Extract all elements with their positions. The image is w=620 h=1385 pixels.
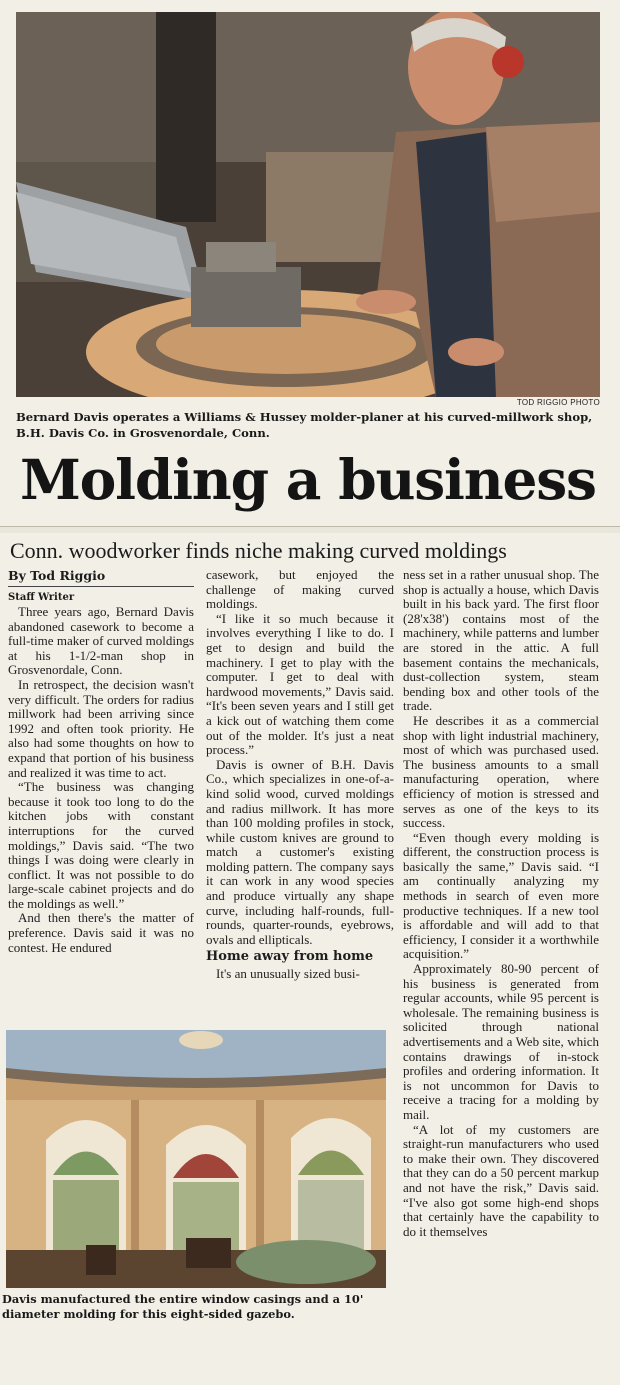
paragraph: It's an unusually sized busi-: [216, 966, 360, 982]
article-column-2: [206, 568, 394, 982]
paragraph: casework, but enjoyed the challenge of making curved moldings.: [206, 567, 394, 612]
byline: By Tod Riggio: [8, 568, 194, 587]
paragraph: He describes it as a commercial shop with light industrial machinery, most of which was purchased used. The business amounts to a small manufacturing operation, where efficiency of motion is stressed and serves as one of the keys to its success.: [403, 712, 599, 831]
woodworker-photo: [16, 12, 600, 397]
gazebo-caption: Davis manufactured the entire window casings and a 10' diameter molding for this eight-sided gazebo.: [2, 1292, 364, 1321]
paragraph: In retrospect, the decision wasn't very difficult. The orders for radius millwork had been arriving since 1992 and often took priority. He also had some thoughts on how to expand that portion of his business and realized it was time to act.: [8, 676, 194, 780]
gazebo-photo-illustration: [6, 1030, 386, 1288]
paragraph: “The business was changing because it took too long to do the kitchen jobs with constant interruptions for the curved moldings,” Davis said. “The two things I was doing were clearly in conflict. It was not possible to do large-scale cabinet projects and do the moldings as well.”: [8, 779, 194, 911]
photo-caption: Bernard Davis operates a Williams & Hussey molder-planer at his curved-millwork shop, B.H. Davis Co. in Grosvenordale, Conn.: [16, 410, 593, 440]
paragraph: And then there's the matter of preference. Davis said it was no contest. He endured: [8, 910, 194, 955]
byline-block: [8, 568, 194, 606]
article-column-3: [403, 568, 599, 1239]
section-heading: Home away from home: [206, 949, 374, 965]
paragraph: “I like it so much because it involves everything I like to do. I get to design and build the machinery. I get to play with the computer. I get to deal with hardwood movements,” Davis said. “It's been seven years and I still get a kick out of watching them come out of the molder. It's just a neat process.”: [206, 610, 394, 758]
paragraph: Three years ago, Bernard Davis abandoned casework to become a full-time maker of curved moldings at his 1-1/2-man shop in Grosvenordale, Conn.: [8, 604, 194, 678]
paragraph: Davis is owner of B.H. Davis Co., which specializes in one-of-a-kind solid wood, curved moldings and radius millwork. It has more than 100 molding profiles in stock, while custom knives are ground to match a customer's existing molding pattern. The company says it can work in any wood species and produce virtually any shape curve, including half-rounds, full-rounds, quarter-rounds, eyebrows, ovals and ellipticals.: [206, 756, 394, 947]
byline-role: Staff Writer: [8, 592, 75, 603]
headline: Molding a business: [20, 447, 596, 512]
woodworker-photo-illustration: [16, 12, 600, 397]
paragraph: ness set in a rather unusual shop. The shop is actually a house, which Davis built in his back yard. The first floor (28'x38') contains most of the machinery, while patterns and lumber are stored in the attic. A full basement contains the mechanicals, dust-collection system, steam bending box and other tools of the trade.: [403, 567, 599, 714]
photo-credit: TOD RIGGIO PHOTO: [516, 398, 600, 407]
paragraph: Approximately 80-90 percent of his business is generated from regular accounts, while 95 percent is wholesale. The remaining business is solicited through national advertisements and a Web site, which contains drawings of in-stock profiles and ordering information. It is not uncommon for Davis to receive a tracing for a molding by mail.: [403, 961, 599, 1122]
subheadline: Conn. woodworker finds niche making curved moldings: [10, 538, 507, 563]
article-column-1: [8, 605, 194, 955]
paragraph: “A lot of my customers are straight-run manufacturers who used to make their own. They discovered that they can do a 50 percent markup and not have the risk,” Davis said. “I've also got some high-end shops that certainly have the capability to do it themselves: [403, 1121, 599, 1239]
headline-divider: [0, 526, 620, 533]
gazebo-photo: [6, 1030, 386, 1288]
paragraph: “Even though every molding is different, the construction process is basically the same,” Davis said. “I am continually analyzing my methods in search of even more productive techniques. If a new tool is affordable and will add to that efficiency, I consider it a worthwhile acquisition.”: [403, 829, 599, 962]
